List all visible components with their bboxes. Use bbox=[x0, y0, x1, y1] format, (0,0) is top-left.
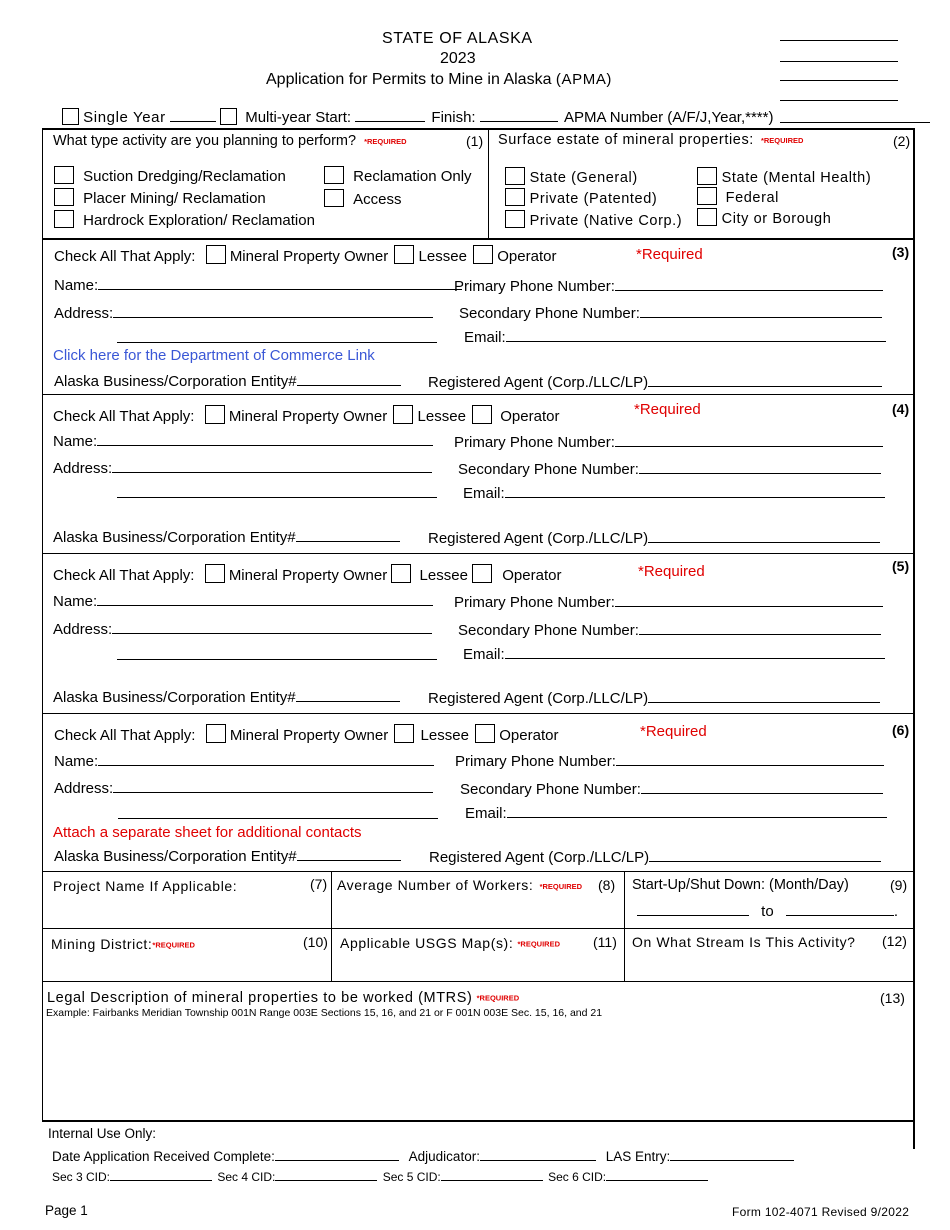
multi-year-checkbox[interactable] bbox=[220, 108, 237, 125]
agent-row: Registered Agent (Corp./LLC/LP) bbox=[428, 688, 880, 707]
secondary-phone-field[interactable] bbox=[639, 620, 881, 635]
agent-field[interactable] bbox=[648, 688, 880, 703]
startup-label: Start-Up/Shut Down: (Month/Day) bbox=[632, 877, 849, 893]
section-divider bbox=[42, 981, 915, 982]
single-year-label: Single Year bbox=[83, 109, 166, 126]
federal-checkbox[interactable] bbox=[697, 187, 717, 205]
section-divider bbox=[42, 1120, 915, 1122]
private-patented-checkbox[interactable] bbox=[505, 188, 525, 206]
legal-description-area[interactable] bbox=[44, 1022, 912, 1118]
sec5-cid-field[interactable] bbox=[441, 1169, 543, 1181]
secondary-phone-row: Secondary Phone Number: bbox=[459, 303, 882, 322]
primary-phone-row: Primary Phone Number: bbox=[455, 751, 884, 770]
operator-checkbox[interactable] bbox=[472, 405, 492, 424]
entity-field[interactable] bbox=[296, 527, 400, 542]
name-row: Name: bbox=[53, 431, 433, 450]
email-field[interactable] bbox=[507, 803, 887, 818]
legal-description-example: Example: Fairbanks Meridian Township 001N Range 003E Sections 15, 16, and 21 or F 001N 003E Sec. 15, 16, and 21 bbox=[46, 1007, 603, 1019]
name-field[interactable] bbox=[98, 275, 462, 290]
section-number: (12) bbox=[882, 933, 907, 949]
finish-label: Finish: bbox=[431, 109, 476, 126]
primary-phone-row: Primary Phone Number: bbox=[454, 592, 883, 611]
operator-checkbox[interactable] bbox=[472, 564, 492, 583]
section1-question: What type activity are you planning to perform? *REQUIRED bbox=[53, 133, 407, 149]
email-row: Email: bbox=[463, 483, 885, 502]
surface-option: Federal bbox=[697, 187, 779, 206]
email-field[interactable] bbox=[505, 483, 885, 498]
frame-right bbox=[913, 128, 915, 1149]
primary-phone-field[interactable] bbox=[615, 432, 883, 447]
entity-field[interactable] bbox=[296, 687, 400, 702]
secondary-phone-row: Secondary Phone Number: bbox=[458, 459, 881, 478]
email-field[interactable] bbox=[506, 327, 886, 342]
owner-checkbox[interactable] bbox=[205, 564, 225, 583]
secondary-phone-field[interactable] bbox=[639, 459, 881, 474]
section-number: (6) bbox=[892, 722, 910, 738]
email-row: Email: bbox=[465, 803, 887, 822]
section-number: (8) bbox=[598, 877, 616, 893]
email-row: Email: bbox=[463, 644, 885, 663]
section-number: (9) bbox=[890, 877, 908, 893]
secondary-phone-row: Secondary Phone Number: bbox=[460, 779, 883, 798]
section2-number: (2) bbox=[893, 133, 911, 149]
section-number: (7) bbox=[310, 876, 328, 892]
section-divider bbox=[42, 713, 915, 714]
internal-row: Date Application Received Complete: Adjudicator: LAS Entry: bbox=[52, 1148, 794, 1164]
address-row: Address: bbox=[53, 619, 432, 638]
required-note: *Required bbox=[634, 401, 701, 418]
address-row: Address: bbox=[54, 778, 433, 797]
section-divider bbox=[42, 871, 915, 872]
office-blank-line bbox=[780, 61, 898, 62]
entity-row: Alaska Business/Corporation Entity# bbox=[54, 846, 401, 865]
primary-phone-field[interactable] bbox=[615, 276, 883, 291]
cell-divider bbox=[624, 871, 625, 981]
section-divider bbox=[42, 928, 915, 929]
address-field[interactable] bbox=[112, 458, 432, 473]
contact-6-check-row: Check All That Apply: Mineral Property Owner Lessee Operator bbox=[54, 724, 558, 744]
internal-use-title: Internal Use Only: bbox=[48, 1126, 157, 1141]
year: 2023 bbox=[440, 50, 476, 67]
lessee-checkbox[interactable] bbox=[394, 245, 414, 264]
stream-label: On What Stream Is This Activity? bbox=[632, 934, 856, 950]
primary-phone-row: Primary Phone Number: bbox=[454, 276, 883, 295]
agent-field[interactable] bbox=[648, 528, 880, 543]
frame-top bbox=[42, 128, 915, 130]
surface-option: State (Mental Health) bbox=[697, 167, 871, 186]
agent-field[interactable] bbox=[648, 372, 882, 387]
agent-row: Registered Agent (Corp./LLC/LP) bbox=[428, 528, 880, 547]
office-blank-line bbox=[780, 80, 898, 81]
section-number: (5) bbox=[892, 558, 910, 574]
lessee-checkbox[interactable] bbox=[393, 405, 413, 424]
lessee-checkbox[interactable] bbox=[394, 724, 414, 743]
reclamation-only-checkbox[interactable] bbox=[324, 166, 344, 184]
office-blank-line bbox=[780, 100, 898, 101]
activity-option: Hardrock Exploration/ Reclamation bbox=[54, 210, 315, 229]
operator-checkbox[interactable] bbox=[473, 245, 493, 264]
section-number: (11) bbox=[593, 934, 617, 950]
single-year-field[interactable] bbox=[170, 107, 216, 122]
multi-year-label: Multi-year Start: bbox=[245, 109, 352, 126]
startup-date-field[interactable] bbox=[637, 901, 749, 916]
owner-checkbox[interactable] bbox=[206, 724, 226, 743]
entity-row: Alaska Business/Corporation Entity# bbox=[54, 371, 401, 390]
section2-question: Surface estate of mineral properties: *REQUIRED bbox=[498, 132, 804, 148]
email-field[interactable] bbox=[505, 644, 885, 659]
surface-option: State (General) bbox=[505, 167, 638, 186]
address-line-2[interactable] bbox=[117, 342, 437, 343]
entity-row: Alaska Business/Corporation Entity# bbox=[53, 527, 400, 546]
section-number: (4) bbox=[892, 401, 910, 417]
commerce-link[interactable]: Click here for the Department of Commerce Link bbox=[53, 347, 375, 364]
section-number: (13) bbox=[880, 990, 905, 1006]
section-divider bbox=[42, 238, 915, 240]
city-borough-checkbox[interactable] bbox=[697, 208, 717, 226]
workers-label: Average Number of Workers: *REQUIRED bbox=[337, 877, 583, 893]
name-field[interactable] bbox=[97, 591, 433, 606]
activity-option: Placer Mining/ Reclamation bbox=[54, 188, 266, 207]
owner-checkbox[interactable] bbox=[205, 405, 225, 424]
surface-option: Private (Patented) bbox=[505, 188, 657, 207]
project-name-label: Project Name If Applicable: bbox=[53, 878, 238, 894]
required-note: *Required bbox=[636, 246, 703, 263]
activity-option: Access bbox=[324, 189, 402, 208]
section-number: (3) bbox=[892, 244, 910, 260]
placer-mining-checkbox[interactable] bbox=[54, 188, 74, 206]
primary-phone-field[interactable] bbox=[615, 592, 883, 607]
form-number: Form 102-4071 Revised 9/2022 bbox=[732, 1205, 910, 1219]
apma-number-label: APMA Number (A/F/J,Year,****) bbox=[563, 109, 774, 126]
address-field[interactable] bbox=[112, 619, 432, 634]
frame-left bbox=[42, 128, 43, 1121]
operator-checkbox[interactable] bbox=[475, 724, 495, 743]
attach-note: Attach a separate sheet for additional contacts bbox=[53, 824, 362, 841]
private-native-checkbox[interactable] bbox=[505, 210, 525, 228]
required-note: *Required bbox=[638, 563, 705, 580]
state-title: STATE OF ALASKA bbox=[382, 30, 533, 47]
shutdown-date-field[interactable] bbox=[786, 901, 894, 916]
agent-field[interactable] bbox=[649, 847, 881, 862]
surface-option: Private (Native Corp.) bbox=[505, 210, 682, 229]
activity-option: Reclamation Only bbox=[324, 166, 472, 185]
name-row: Name: bbox=[54, 275, 462, 294]
mining-district-label: Mining District:*REQUIRED bbox=[51, 936, 195, 952]
apma-number-line[interactable] bbox=[780, 122, 930, 123]
startup-range: to . bbox=[637, 901, 898, 920]
address-row: Address: bbox=[54, 303, 433, 322]
address-line-2[interactable] bbox=[117, 659, 437, 660]
address-row: Address: bbox=[53, 458, 432, 477]
legal-description-label: Legal Description of mineral properties to be worked (MTRS) *REQUIRED bbox=[47, 990, 520, 1006]
hardrock-checkbox[interactable] bbox=[54, 210, 74, 228]
required-note: *Required bbox=[640, 723, 707, 740]
sec3-cid-field[interactable] bbox=[110, 1169, 212, 1181]
address-line-2[interactable] bbox=[118, 818, 438, 819]
las-entry-field[interactable] bbox=[670, 1148, 794, 1161]
agent-row: Registered Agent (Corp./LLC/LP) bbox=[429, 847, 881, 866]
secondary-phone-field[interactable] bbox=[641, 779, 883, 794]
surface-option: City or Borough bbox=[697, 208, 831, 227]
agent-row: Registered Agent (Corp./LLC/LP) bbox=[428, 372, 882, 391]
access-checkbox[interactable] bbox=[324, 189, 344, 207]
sec4-cid-field[interactable] bbox=[275, 1169, 377, 1181]
name-row: Name: bbox=[53, 591, 433, 610]
finish-field[interactable] bbox=[480, 107, 558, 122]
sec6-cid-field[interactable] bbox=[606, 1169, 708, 1181]
address-field[interactable] bbox=[113, 303, 433, 318]
name-row: Name: bbox=[54, 751, 434, 770]
single-year-checkbox[interactable] bbox=[62, 108, 79, 125]
primary-phone-row: Primary Phone Number: bbox=[454, 432, 883, 451]
state-general-checkbox[interactable] bbox=[505, 167, 525, 185]
office-blank-line bbox=[780, 40, 898, 41]
contact-4-check-row: Check All That Apply: Mineral Property Owner Lessee Operator bbox=[53, 405, 559, 425]
section-number: (10) bbox=[303, 934, 328, 950]
secondary-phone-row: Secondary Phone Number: bbox=[458, 620, 881, 639]
term-row bbox=[62, 107, 773, 126]
cid-row: Sec 3 CID: Sec 4 CID: Sec 5 CID: Sec 6 CID: bbox=[52, 1169, 708, 1184]
section1-number: (1) bbox=[466, 133, 484, 149]
usgs-map-label: Applicable USGS Map(s): *REQUIRED bbox=[340, 935, 560, 951]
section-divider bbox=[42, 553, 915, 554]
activity-option: Suction Dredging/Reclamation bbox=[54, 166, 286, 185]
address-line-2[interactable] bbox=[117, 497, 437, 498]
cell-divider bbox=[331, 871, 332, 981]
entity-field[interactable] bbox=[297, 846, 401, 861]
start-field[interactable] bbox=[355, 107, 425, 122]
name-field[interactable] bbox=[97, 431, 433, 446]
address-field[interactable] bbox=[113, 778, 433, 793]
state-mental-health-checkbox[interactable] bbox=[697, 167, 717, 185]
secondary-phone-field[interactable] bbox=[640, 303, 882, 318]
email-row: Email: bbox=[464, 327, 886, 346]
page-title: Application for Permits to Mine in Alaska (APMA) bbox=[266, 71, 613, 88]
section-divider bbox=[42, 394, 915, 395]
received-date-field[interactable] bbox=[275, 1148, 399, 1161]
divider-1-2 bbox=[488, 128, 489, 238]
page-number: Page 1 bbox=[45, 1203, 88, 1218]
name-field[interactable] bbox=[98, 751, 434, 766]
adjudicator-field[interactable] bbox=[480, 1148, 596, 1161]
entity-row: Alaska Business/Corporation Entity# bbox=[53, 687, 400, 706]
contact-5-check-row: Check All That Apply: Mineral Property Owner Lessee Operator bbox=[53, 564, 561, 584]
primary-phone-field[interactable] bbox=[616, 751, 884, 766]
lessee-checkbox[interactable] bbox=[391, 564, 411, 583]
entity-field[interactable] bbox=[297, 371, 401, 386]
contact-3-check-row: Check All That Apply: Mineral Property Owner Lessee Operator bbox=[54, 245, 556, 265]
suction-dredging-checkbox[interactable] bbox=[54, 166, 74, 184]
owner-checkbox[interactable] bbox=[206, 245, 226, 264]
